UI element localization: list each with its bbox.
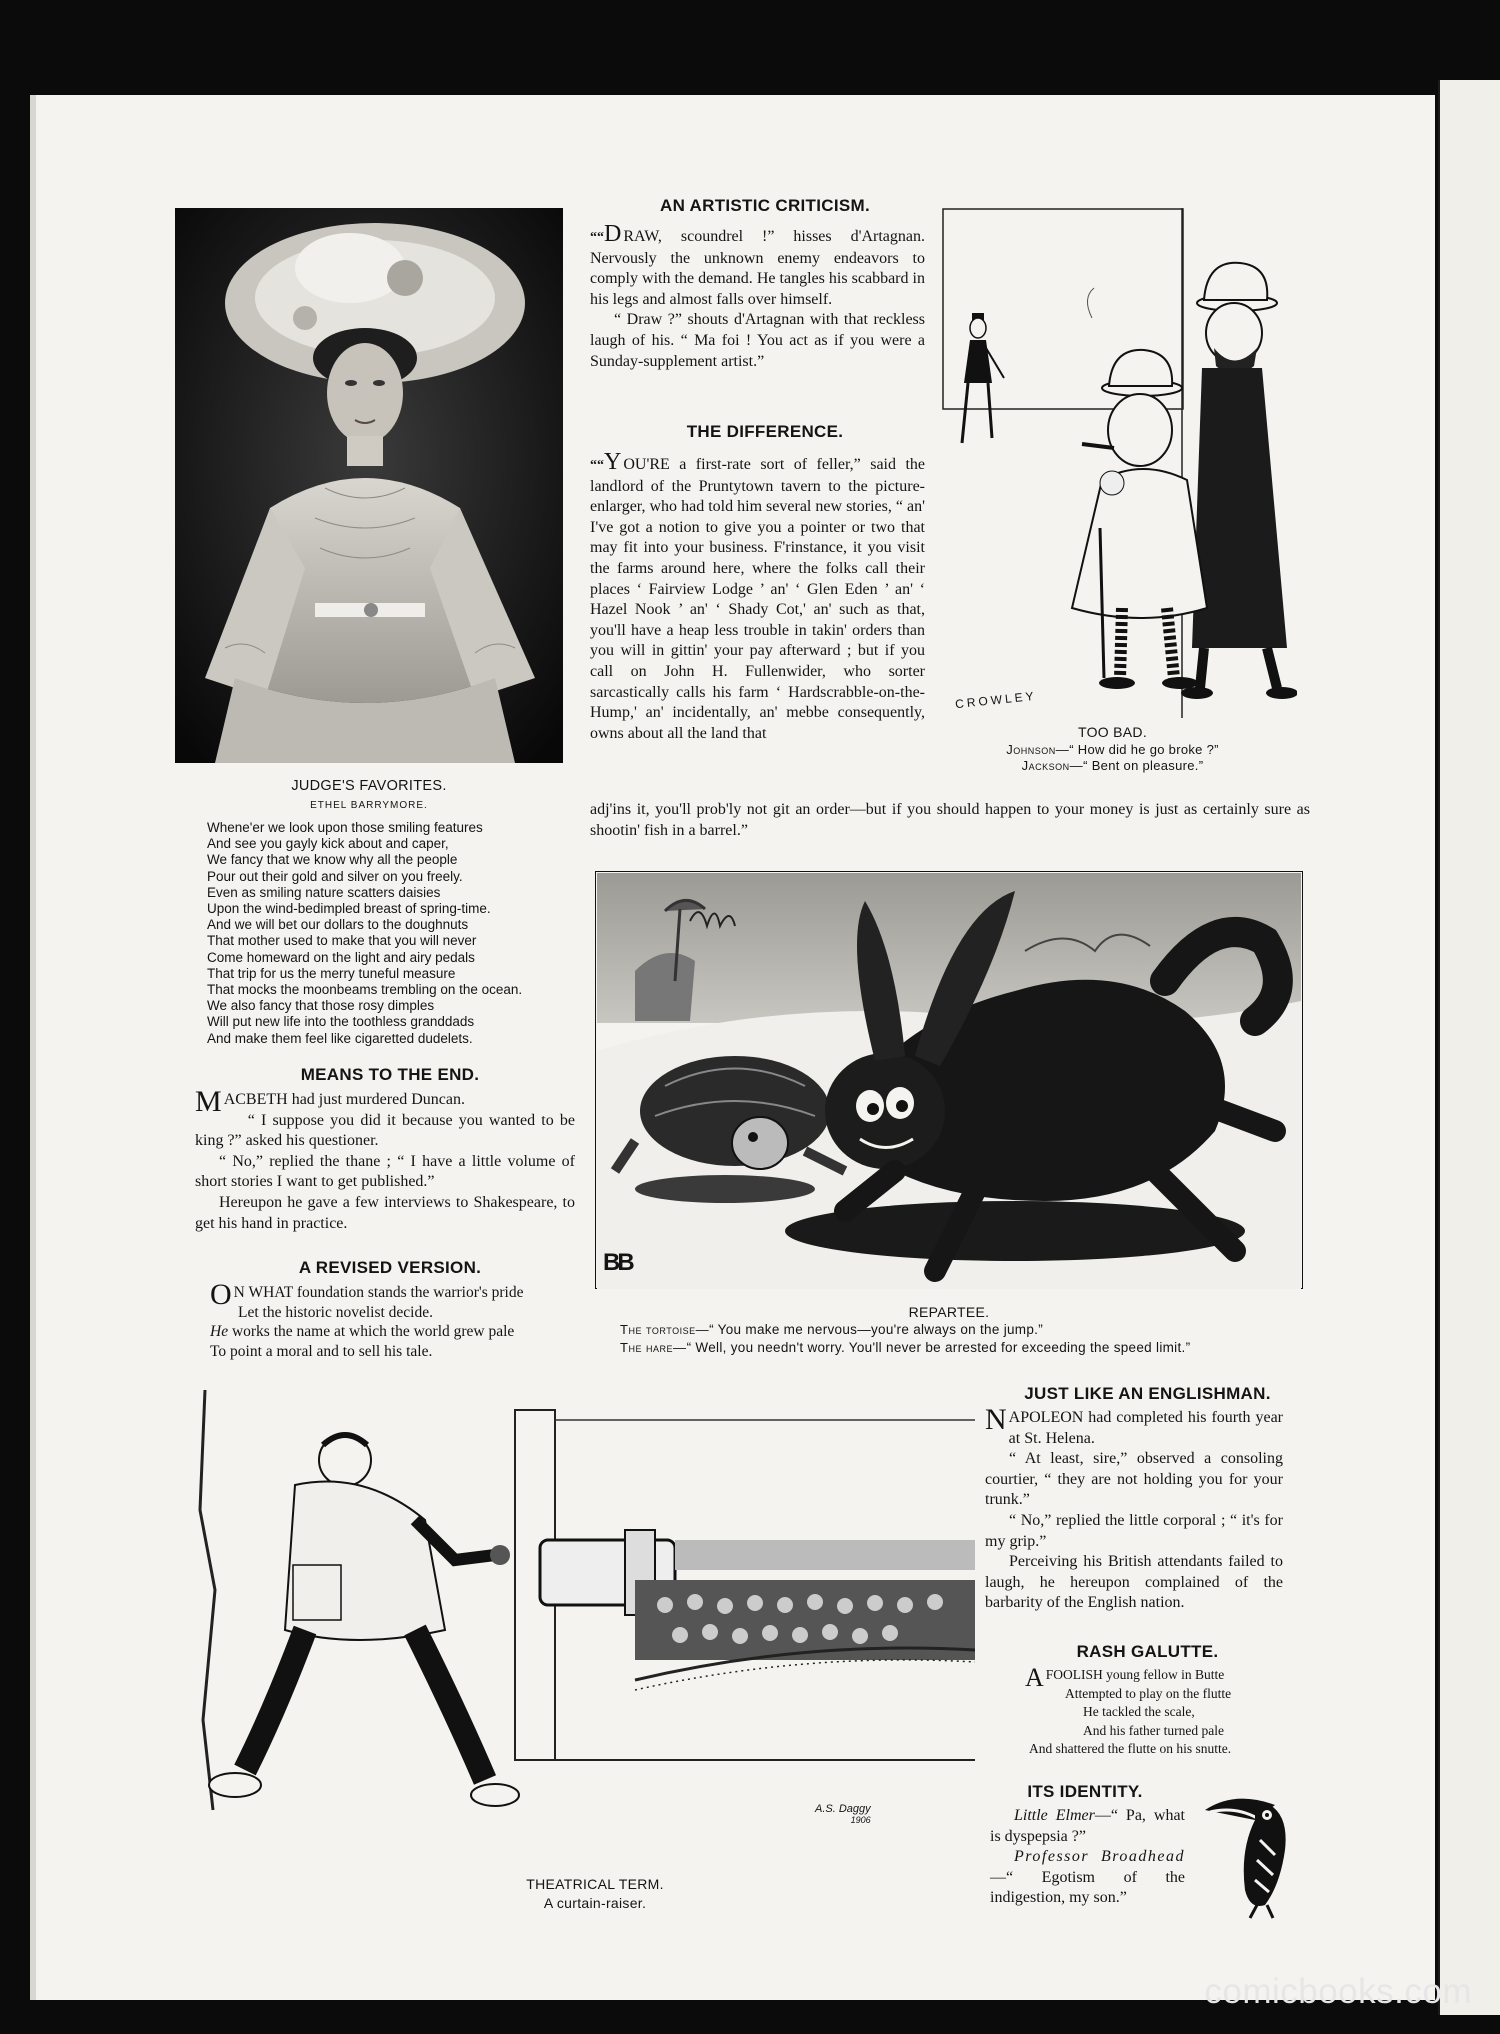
revised-line-3 xyxy=(210,1322,590,1342)
artistic-open-quote: ““ xyxy=(590,230,604,245)
repartee-line-2 xyxy=(620,1340,1340,1355)
artistic-dropcap: D xyxy=(604,221,622,247)
artistic-p2: “ Draw ?” shouts d'Artagnan with that reckless laugh of his. “ Ma foi ! You act as if you were a Sunday-supplement artist.” xyxy=(590,311,925,370)
means-title: MEANS TO THE END. xyxy=(300,1065,480,1084)
poem-line: Whene'er we look upon those smiling features xyxy=(207,820,483,835)
poem-line: And make them feel like cigaretted dudelets. xyxy=(207,1030,473,1046)
repartee-speaker-2: The hare— xyxy=(620,1340,687,1355)
too-bad-cartoon xyxy=(942,208,1297,718)
revised-dropcap: O xyxy=(210,1278,232,1311)
too-bad-line-1 xyxy=(960,742,1265,757)
englishman-title: JUST LIKE AN ENGLISHMAN. xyxy=(1024,1384,1271,1403)
revised-title: A REVISED VERSION. xyxy=(298,1258,482,1277)
difference-dropcap: Y xyxy=(604,449,622,475)
poem-line: That mother used to make that you will never xyxy=(207,933,477,949)
repartee-text-2: “ Well, you needn't worry. You'll never be arrested for exceeding the speed limit.” xyxy=(686,1340,1191,1355)
identity-text-1: —“ Pa, what is dyspepsia ?” xyxy=(990,1807,1185,1845)
revised-l3: works the name at which the world grew pale xyxy=(228,1323,515,1340)
repartee-cartoon xyxy=(595,871,1303,1289)
too-bad-title: TOO BAD. xyxy=(1077,724,1148,740)
revised-l1: N WHAT foundation stands the warrior's pride xyxy=(233,1284,524,1301)
englishman-p2: “ At least, sire,” observed a consoling courtier, “ they are not holding you for your trunk.” xyxy=(985,1450,1283,1509)
identity-line-1 xyxy=(990,1806,1185,1847)
difference-text xyxy=(590,450,925,744)
poem-line: We fancy that we know why all the people xyxy=(207,852,458,868)
artistic-text xyxy=(590,222,925,372)
englishman-p4: Perceiving his British attendants failed to laugh, he hereupon complained of the barbarity of the English nation. xyxy=(985,1553,1283,1612)
too-bad-text-1: “ How did he go broke ?” xyxy=(1069,742,1219,757)
englishman-text xyxy=(985,1403,1283,1614)
identity-speaker-2: Professor Broadhead xyxy=(1014,1848,1185,1866)
means-p1: ACBETH had just murdered Duncan. xyxy=(223,1091,465,1108)
portrait-photo xyxy=(175,208,563,763)
repartee-title: REPARTEE. xyxy=(908,1304,990,1320)
poem-line: That mocks the moonbeams trembling on the ocean. xyxy=(207,982,523,998)
difference-open-quote: ““ xyxy=(590,458,604,473)
theatrical-subtitle: A curtain-raiser. xyxy=(543,1895,647,1911)
rash-dropcap: A xyxy=(1025,1663,1044,1692)
identity-text-2: —“ Egotism of the indigestion, my son.” xyxy=(990,1868,1185,1907)
difference-p1: OU'RE a first-rate sort of feller,” said the landlord of the Pruntytown tavern to the picture-enlarger, who had told him several new stories, “ an' I've got a notion to give you a pointer or two that may fit into your business. F'rinstance, it you visit the farms around here, where the folks call their places ‘ Fairview Lodge ’ an' ‘ Glen Eden ’ an' ‘ Hazel Nook ’ an' ‘ Shady Cot,' an' such as that, you'll have a heap less trouble in takin' orders than you will in gittin' your pay afterward ; but if you call on John H. Fullenwider, who sorter sarcastically calls his farm ‘ Hardscrabble-on-the-Hump,' an' incidentally, an' mebbe consequently, owns about all the land that xyxy=(590,456,925,742)
rash-poem xyxy=(1025,1663,1285,1759)
poem-line: Come homeward on the light and airy pedals xyxy=(207,949,475,965)
revised-line-4: To point a moral and to sell his tale. xyxy=(210,1342,433,1360)
difference-paragraph-1 xyxy=(590,450,925,744)
photo-caption-subtitle: ETHEL BARRYMORE. xyxy=(310,800,428,811)
artistic-paragraph-1 xyxy=(590,222,925,310)
means-p4: Hereupon he gave a few interviews to Shakespeare, to get his hand in practice. xyxy=(195,1193,575,1232)
identity-line-2 xyxy=(990,1847,1185,1909)
poem-line: Upon the wind-bedimpled breast of spring-time. xyxy=(207,901,491,917)
englishman-p1: APOLEON had completed his fourth year at St. Helena. xyxy=(1008,1409,1283,1447)
poem-line: We also fancy that those rosy dimples xyxy=(207,998,435,1014)
too-bad-line-2 xyxy=(960,758,1265,773)
too-bad-text-2: “ Bent on pleasure.” xyxy=(1083,758,1204,773)
rash-line-2: Attempted to play on the flutte xyxy=(1065,1685,1232,1701)
means-paragraph-1 xyxy=(195,1085,575,1118)
means-dropcap: M xyxy=(195,1085,222,1118)
englishman-p3: “ No,” replied the little corporal ; “ it's for my grip.” xyxy=(985,1511,1283,1550)
theatrical-title: THEATRICAL TERM. xyxy=(526,1876,664,1892)
artistic-title: AN ARTISTIC CRITICISM. xyxy=(660,196,870,215)
photo-poem xyxy=(207,820,567,1047)
rash-line-4: And his father turned pale xyxy=(1083,1722,1224,1738)
poem-line: Pour out their gold and silver on you freely. xyxy=(207,868,463,884)
identity-title: ITS IDENTITY. xyxy=(1027,1782,1143,1801)
poem-line: Even as smiling nature scatters daisies xyxy=(207,884,441,900)
identity-speaker-1: Little Elmer xyxy=(1014,1807,1095,1824)
too-bad-signature: CROWLEY xyxy=(954,688,1038,712)
poem-line: That trip for us the merry tuneful measure xyxy=(207,965,456,981)
rash-line-5: And shattered the flutte on his snutte. xyxy=(1029,1741,1232,1756)
repartee-line-1 xyxy=(620,1322,1340,1337)
englishman-dropcap: N xyxy=(985,1403,1007,1436)
means-text xyxy=(195,1085,575,1234)
poem-line: And see you gayly kick about and caper, xyxy=(207,836,449,852)
too-bad-speaker-1: Johnson— xyxy=(1006,742,1070,757)
repartee-text-1: “ You make me nervous—you're always on the jump.” xyxy=(709,1322,1044,1337)
rash-line-1 xyxy=(1025,1663,1285,1692)
means-p2: “ I suppose you did it because you wanted to be king ?” asked his questioner. xyxy=(195,1111,575,1150)
revised-italic: He xyxy=(210,1323,229,1340)
rash-line-3: He tackled the scale, xyxy=(1083,1704,1195,1719)
facing-page xyxy=(1440,80,1500,2015)
photo-caption-title: JUDGE'S FAVORITES. xyxy=(291,778,447,794)
revised-line-1 xyxy=(210,1278,590,1311)
englishman-paragraph-1 xyxy=(985,1403,1283,1449)
too-bad-speaker-2: Jackson— xyxy=(1021,758,1084,773)
theatrical-signature-name: A.S. Daggy xyxy=(815,1803,871,1815)
revised-line-2: Let the historic novelist decide. xyxy=(238,1303,433,1321)
repartee-monogram: BB xyxy=(603,1249,632,1276)
page-edge xyxy=(30,95,36,2000)
theatrical-signature-year: 1906 xyxy=(850,1815,871,1825)
revised-poem xyxy=(210,1278,590,1361)
difference-title: THE DIFFERENCE. xyxy=(686,422,844,441)
means-p3: “ No,” replied the thane ; “ I have a little volume of short stories I want to get published.” xyxy=(195,1152,575,1191)
rash-l1: FOOLISH young fellow in Butte xyxy=(1045,1667,1225,1682)
theatrical-signature xyxy=(815,1804,871,1826)
identity-text xyxy=(990,1806,1185,1909)
poem-line: And we will bet our dollars to the doughnuts xyxy=(207,917,469,933)
poem-line: Will put new life into the toothless granddads xyxy=(207,1014,475,1030)
difference-continued: adj'ins it, you'll prob'ly not git an order—but if you should happen to your money is just as certainly sure as shootin' fish in a barrel.” xyxy=(590,801,1310,839)
watermark: comicbooks.com xyxy=(1204,1972,1472,2011)
toucan-illustration xyxy=(1195,1780,1305,1920)
rash-title: RASH GALUTTE. xyxy=(1076,1642,1219,1661)
artistic-p1: RAW, scoundrel !” hisses d'Artagnan. Nervously the unknown enemy endeavors to comply with the demand. He tangles his scabbard in his legs and almost falls over himself. xyxy=(590,228,925,308)
repartee-speaker-1: The tortoise— xyxy=(620,1322,710,1337)
theatrical-cartoon xyxy=(195,1390,975,1850)
